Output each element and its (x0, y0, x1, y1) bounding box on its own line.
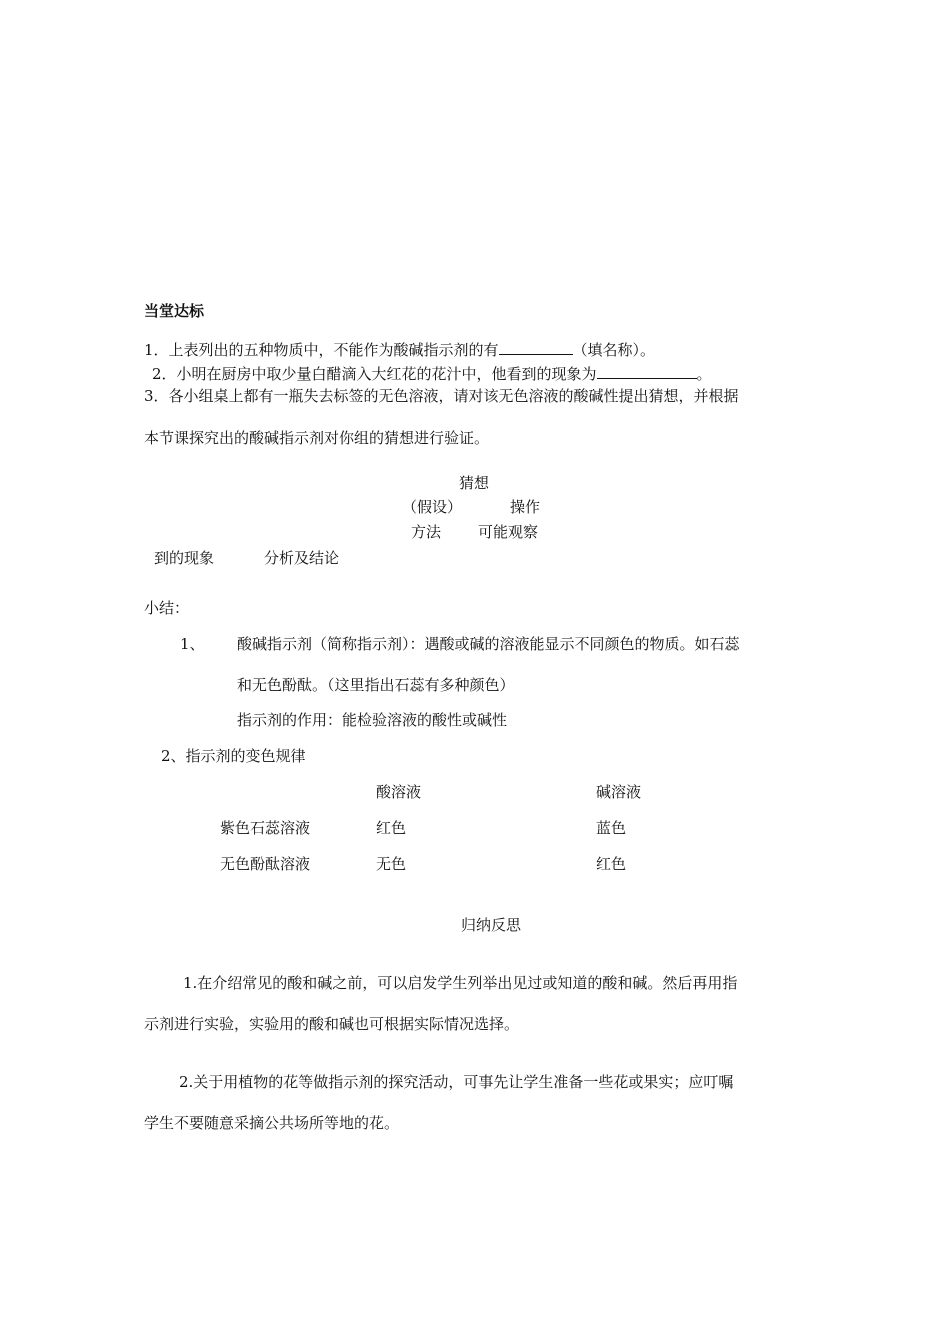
summary-item-1-line-2: 和无色酚酞。（这里指出石蕊有多种颜色） (237, 676, 515, 694)
summary-item-1-number: 1、 (180, 635, 205, 653)
header-analysis: 分析及结论 (264, 549, 340, 567)
section-heading: 当堂达标 (144, 302, 205, 320)
color-table-row-name: 无色酚酞溶液 (220, 855, 311, 873)
reflection-paragraph-2-line-2: 学生不要随意采摘公共场所等地的花。 (144, 1114, 400, 1132)
question-1-blank (499, 340, 573, 355)
color-table-row-acid: 红色 (376, 819, 407, 837)
color-table-row-base: 蓝色 (596, 819, 627, 837)
question-2-suffix: 。 (696, 365, 712, 383)
summary-item-1-line-3: 指示剂的作用：能检验溶液的酸性或碱性 (237, 711, 508, 729)
header-method: 方法 (411, 523, 442, 541)
reflection-paragraph-1-line-1: 1.在介绍常见的酸和碱之前，可以启发学生列举出见过或知道的酸和碱。然后再用指 (183, 974, 738, 992)
question-3-line-1: 3．各小组桌上都有一瓶失去标签的无色溶液，请对该无色溶液的酸碱性提出猜想，并根据 (144, 387, 739, 405)
reflection-paragraph-1-line-2: 示剂进行实验，实验用的酸和碱也可根据实际情况选择。 (144, 1015, 520, 1033)
summary-item-1-line-1: 酸碱指示剂（简称指示剂）：遇酸或碱的溶液能显示不同颜色的物质。如石蕊 (237, 635, 740, 653)
question-2-text: 2．小明在厨房中取少量白醋滴入大红花的花汁中，他看到的现象为 (152, 365, 597, 383)
question-1 (144, 340, 655, 358)
header-possible-observe: 可能观察 (478, 523, 539, 541)
question-2-blank (597, 364, 697, 379)
color-table-header-base: 碱溶液 (596, 783, 642, 801)
summary-label: 小结： (144, 599, 190, 617)
summary-item-2: 2、指示剂的变色规律 (161, 747, 306, 765)
header-observed: 到的现象 (154, 549, 215, 567)
question-1-text: 1．上表列出的五种物质中，不能作为酸碱指示剂的有 (144, 341, 499, 359)
header-hypothesis: （假设） (402, 498, 463, 516)
header-operation: 操作 (510, 498, 541, 516)
color-table-row-name: 紫色石蕊溶液 (220, 819, 311, 837)
question-1-suffix: （填名称）。 (572, 341, 656, 359)
color-table-row-base: 红色 (596, 855, 627, 873)
question-2 (152, 364, 712, 382)
reflection-title: 归纳反思 (461, 916, 522, 934)
color-table-row-acid: 无色 (376, 855, 407, 873)
question-3-line-2: 本节课探究出的酸碱指示剂对你组的猜想进行验证。 (144, 429, 490, 447)
header-guess: 猜想 (459, 474, 490, 492)
reflection-paragraph-2-line-1: 2.关于用植物的花等做指示剂的探究活动，可事先让学生准备一些花或果实；应叮嘱 (179, 1073, 734, 1091)
color-table-header-acid: 酸溶液 (376, 783, 422, 801)
